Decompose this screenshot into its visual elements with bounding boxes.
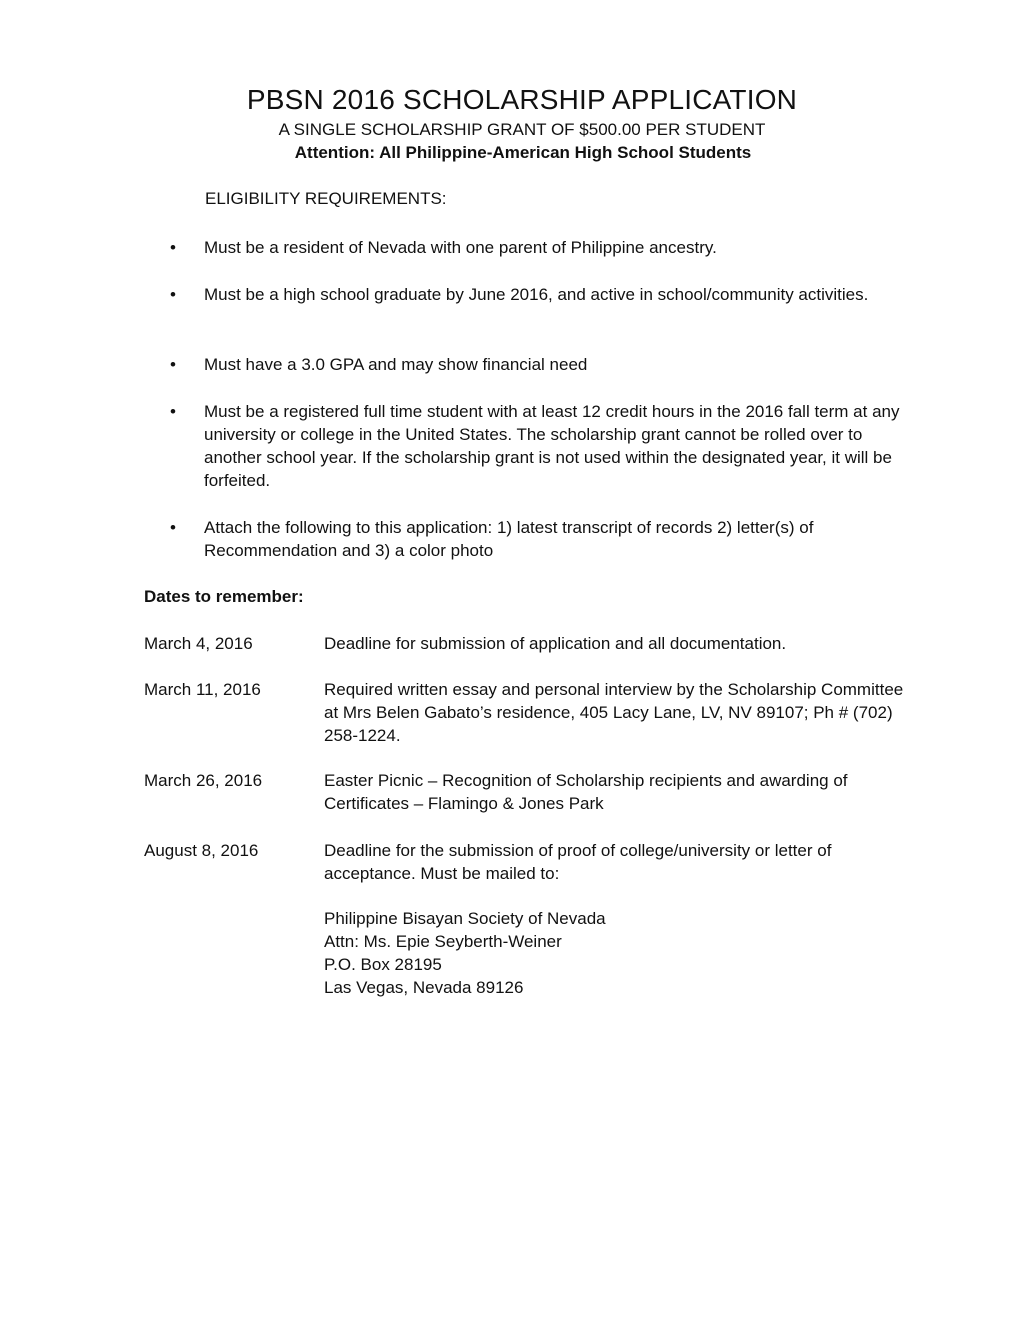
address-line: Attn: Ms. Epie Seyberth-Weiner [324,932,562,951]
date-label: March 26, 2016 [144,771,263,790]
date-description: Required written essay and personal interview by the Scholarship Committee at Mrs Belen Gabato’s residence, 405 Lacy Lane, LV, NV 89107; Ph # (702) 258-1224. [324,680,904,745]
date-description: Easter Picnic – Recognition of Scholarship recipients and awarding of Certificates – Flamingo & Jones Park [324,771,848,813]
bullet-icon: • [170,402,176,421]
bullet-icon: • [170,355,176,374]
requirement-text: Must be a registered full time student with at least 12 credit hours in the 2016 fall term at any university or college in the United States. The scholarship grant cannot be rolled over to another school year. If the scholarship grant is not used within the designated year, it will be forfeited. [204,402,900,490]
requirement-text: Must be a resident of Nevada with one parent of Philippine ancestry. [204,238,717,257]
address-line: Las Vegas, Nevada 89126 [324,978,524,997]
eligibility-heading: ELIGIBILITY REQUIREMENTS: [205,189,447,208]
bullet-icon: • [170,285,176,304]
bullet-icon: • [170,518,176,537]
date-description: Deadline for submission of application and all documentation. [324,634,787,653]
requirement-text: Attach the following to this application: 1) latest transcript of records 2) letter(s) of Recommendation and 3) a color photo [204,518,814,560]
address-line: Philippine Bisayan Society of Nevada [324,909,606,928]
date-label: March 11, 2016 [144,680,261,699]
date-label: August 8, 2016 [144,841,259,860]
attention-line: Attention: All Philippine-American High School Students [294,143,752,162]
address-line: P.O. Box 28195 [324,955,442,974]
document-title: PBSN 2016 SCHOLARSHIP APPLICATION [246,84,798,115]
bullet-icon: • [170,238,176,257]
requirement-text: Must be a high school graduate by June 2016, and active in school/community activities. [204,285,869,304]
dates-heading: Dates to remember: [144,587,304,606]
requirement-text: Must have a 3.0 GPA and may show financial need [204,355,588,374]
date-description: Deadline for the submission of proof of college/university or letter of acceptance. Must be mailed to: [324,841,832,883]
mailing-address [324,907,606,999]
grant-subtitle: A SINGLE SCHOLARSHIP GRANT OF $500.00 PER STUDENT [278,120,766,139]
date-label: March 4, 2016 [144,634,253,653]
